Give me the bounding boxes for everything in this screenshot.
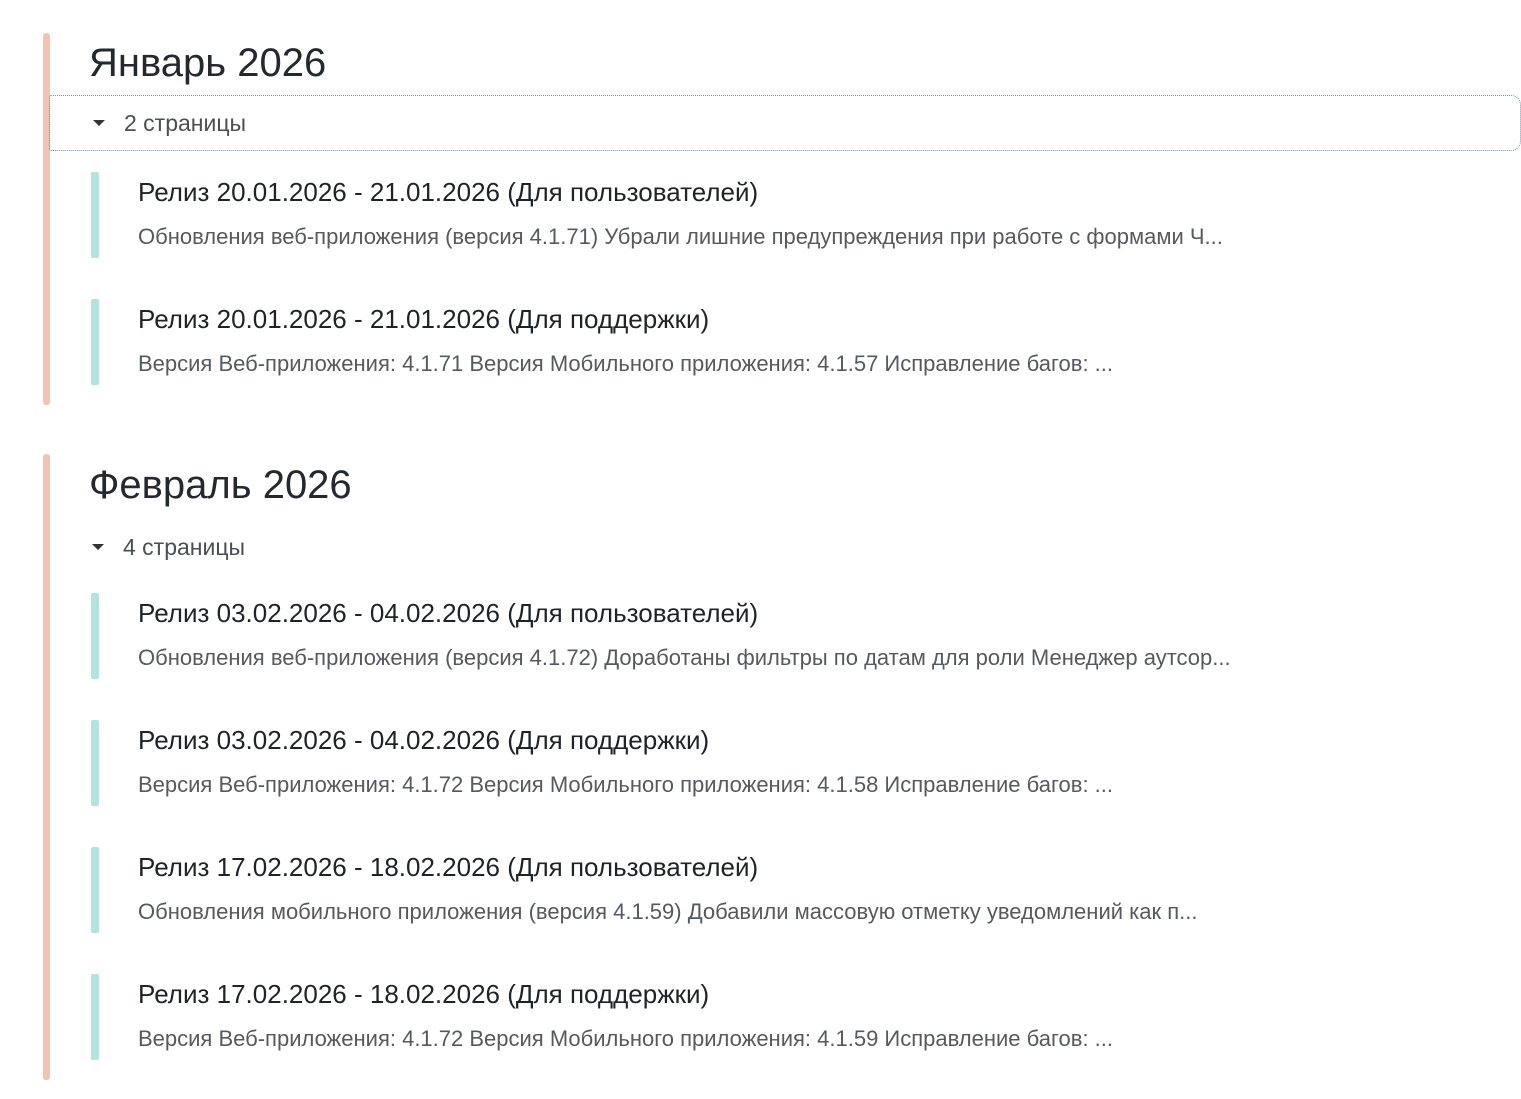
page-item-accent-bar	[91, 299, 99, 385]
caret-down-icon	[92, 544, 104, 550]
pages-collapse-toggle[interactable]	[49, 95, 1521, 151]
page-item-accent-bar	[91, 974, 99, 1060]
pages-count-label: 4 страницы	[123, 533, 246, 560]
month-accent-bar	[43, 33, 50, 405]
month-section-january	[43, 33, 1521, 405]
page-item-excerpt: Версия Веб-приложения: 4.1.72 Версия Мобильного приложения: 4.1.59 Исправление багов: ...	[138, 1026, 1114, 1051]
page-item-title-link[interactable]: Релиз 20.01.2026 - 21.01.2026 (Для поддержки)	[138, 304, 710, 334]
page-item-excerpt: Обновления веб-приложения (версия 4.1.72) Доработаны фильтры по датам для роли Менеджер аутсор...	[138, 645, 1231, 670]
page-item-excerpt: Версия Веб-приложения: 4.1.71 Версия Мобильного приложения: 4.1.57 Исправление багов: ...	[138, 351, 1114, 376]
pages-count-label: 2 страницы	[124, 109, 247, 136]
page-item[interactable]	[91, 720, 1511, 806]
page-item[interactable]	[91, 974, 1511, 1060]
caret-down-icon	[93, 120, 105, 126]
month-title: Февраль 2026	[89, 463, 352, 507]
page-item-accent-bar	[91, 847, 99, 933]
page-item-accent-bar	[91, 172, 99, 258]
page-item-accent-bar	[91, 593, 99, 679]
page-item-title-link[interactable]: Релиз 17.02.2026 - 18.02.2026 (Для пользователей)	[138, 852, 759, 882]
page-item[interactable]	[91, 847, 1511, 933]
pages-collapse-toggle[interactable]	[49, 519, 449, 575]
page-item-excerpt: Обновления мобильного приложения (версия 4.1.59) Добавили массовую отметку уведомлений как п...	[138, 899, 1198, 924]
page-item-excerpt: Обновления веб-приложения (версия 4.1.71) Убрали лишние предупреждения при работе с формами Ч...	[138, 224, 1223, 249]
page-item-title-link[interactable]: Релиз 03.02.2026 - 04.02.2026 (Для поддержки)	[138, 725, 710, 755]
month-section-february	[43, 454, 1521, 1080]
page-item[interactable]	[91, 593, 1511, 679]
page-item-excerpt: Версия Веб-приложения: 4.1.72 Версия Мобильного приложения: 4.1.58 Исправление багов: ...	[138, 772, 1114, 797]
page-item[interactable]	[91, 172, 1511, 258]
page-item-title-link[interactable]: Релиз 03.02.2026 - 04.02.2026 (Для пользователей)	[138, 598, 759, 628]
page-item-title-link[interactable]: Релиз 17.02.2026 - 18.02.2026 (Для поддержки)	[138, 979, 710, 1009]
page-item-title-link[interactable]: Релиз 20.01.2026 - 21.01.2026 (Для пользователей)	[138, 177, 759, 207]
page-item-accent-bar	[91, 720, 99, 806]
page-item[interactable]	[91, 299, 1511, 385]
month-title: Январь 2026	[89, 41, 327, 85]
